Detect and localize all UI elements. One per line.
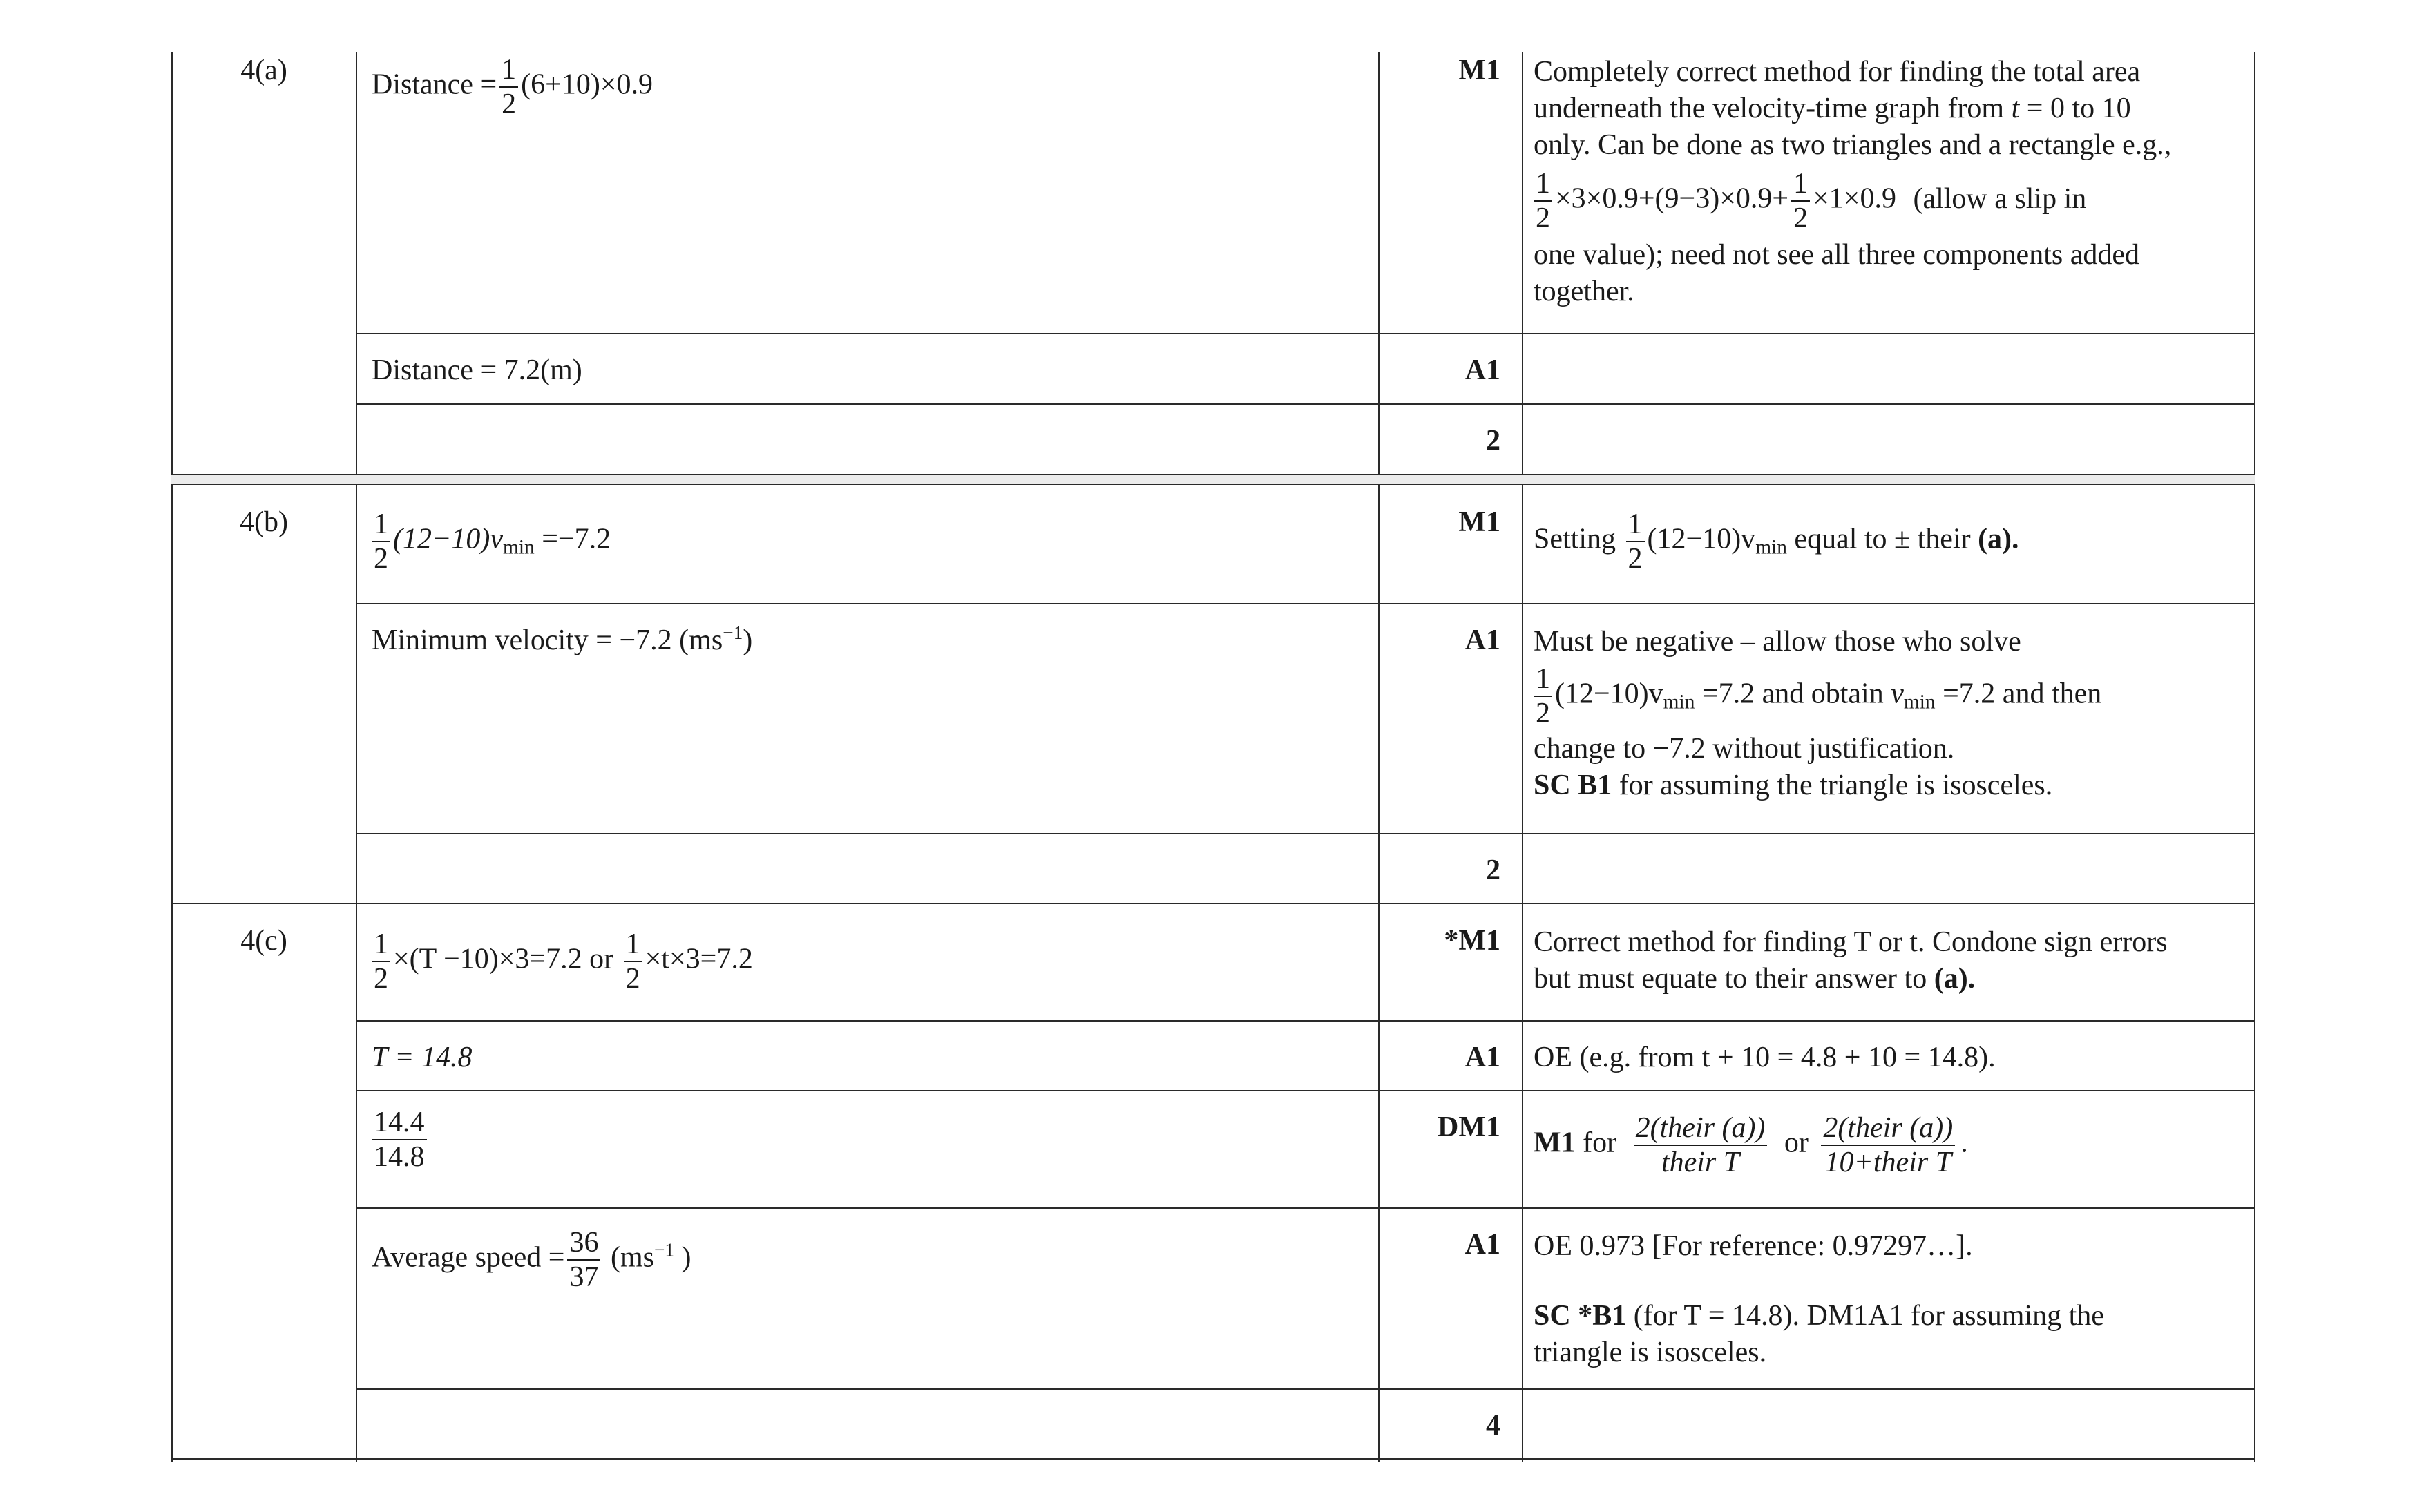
mark-4b-m1: M1 <box>1458 506 1500 538</box>
table-divider-question <box>356 52 357 1462</box>
answer-4c-equation: $\frac{1}{2}$ ×(T −10)×3=7.2 or $\frac{1}{2}$ ×t×3=7.2 <box>372 930 753 993</box>
guidance-4c-m1-for: M1 for $\frac{\text{2(their (a))}}{\text{their T}}$ or $\frac{\text{2(their (a))}}{\text{10+their T}}$ . <box>1534 1112 1968 1178</box>
total-marks-4b: 2 <box>1486 854 1500 886</box>
answer-4c-fraction: $\frac{14.4}{14.8}$ <box>372 1108 430 1171</box>
answer-4a-distance-formula: Distance = $\frac{1}{2}$ (6+10)×0.9 <box>372 54 653 120</box>
section-separator <box>171 903 2255 904</box>
table-divider-marks <box>1522 52 1523 1462</box>
mark-4a-m1: M1 <box>1458 55 1500 86</box>
question-number-4a: 4(a) <box>240 55 287 86</box>
guidance-4b-setting: Setting $\frac{1}{2}$ $(12-10)v_{min}$ equal to ± their (a). <box>1534 508 2019 575</box>
mark-4c-a1: A1 <box>1464 1042 1500 1073</box>
answer-4a-distance-value: Distance = 7.2(m) <box>372 354 582 386</box>
mark-4a-a1: A1 <box>1464 354 1500 386</box>
mark-4c-dm1: DM1 <box>1438 1111 1500 1143</box>
question-number-4c: 4(c) <box>240 925 287 957</box>
mark-4c-a1-final: A1 <box>1464 1229 1500 1261</box>
guidance-4a: Completely correct method for finding the total area underneath the velocity-time graph from t = 0 to 10 only. Can be done as two triangles and a rectangle e.g., $\frac{1}{2}$ ×3×0.9+(9−3)×0.9+ $\frac{1}{2}$ ×1×0.9 (allow a slip in one value); need not see all three components added together. <box>1534 56 2172 307</box>
mark-4b-a1: A1 <box>1464 624 1500 656</box>
answer-4c-average-speed: Average speed = $\frac{36}{37}$ ($ms^{-1}$ ) <box>372 1227 691 1293</box>
guidance-4c-oe: OE (e.g. from t + 10 = 4.8 + 10 = 14.8). <box>1534 1042 1996 1073</box>
answer-4b-equation: $\frac{1}{2}$ $(12-10)v_{min} =-7.2$ <box>372 510 611 573</box>
mark-4c-star-m1: *M1 <box>1444 925 1500 957</box>
table-border-right <box>2254 52 2255 1462</box>
guidance-4b-negative: Must be negative – allow those who solve $\frac{1}{2}$ $(12-10)v_{min} =7.2$ and obtain $v_{min} =7.2$ and then change to −7.2 without justification. SC B1 for assuming the triangle is isosceles. <box>1534 626 2102 801</box>
guidance-4c-method: Correct method for finding T or t. Condone sign errors but must equate to their answer to (a). <box>1534 926 2168 995</box>
table-border-left <box>171 52 173 1462</box>
question-number-4b: 4(b) <box>240 506 288 538</box>
table-border-bottom <box>171 1458 2255 1460</box>
answer-4b-minimum-velocity: Minimum velocity = −7.2 $(ms^{-1})$ <box>372 622 753 656</box>
guidance-4c-final: OE 0.973 [For reference: 0.97297…]. SC *B1 (for T = 14.8). DM1A1 for assuming the triangle is isosceles. <box>1534 1230 2104 1368</box>
total-marks-4c: 4 <box>1486 1410 1500 1442</box>
section-separator <box>171 474 2255 475</box>
total-marks-4a: 2 <box>1486 425 1500 457</box>
answer-4c-T-value: T = 14.8 <box>372 1042 473 1073</box>
